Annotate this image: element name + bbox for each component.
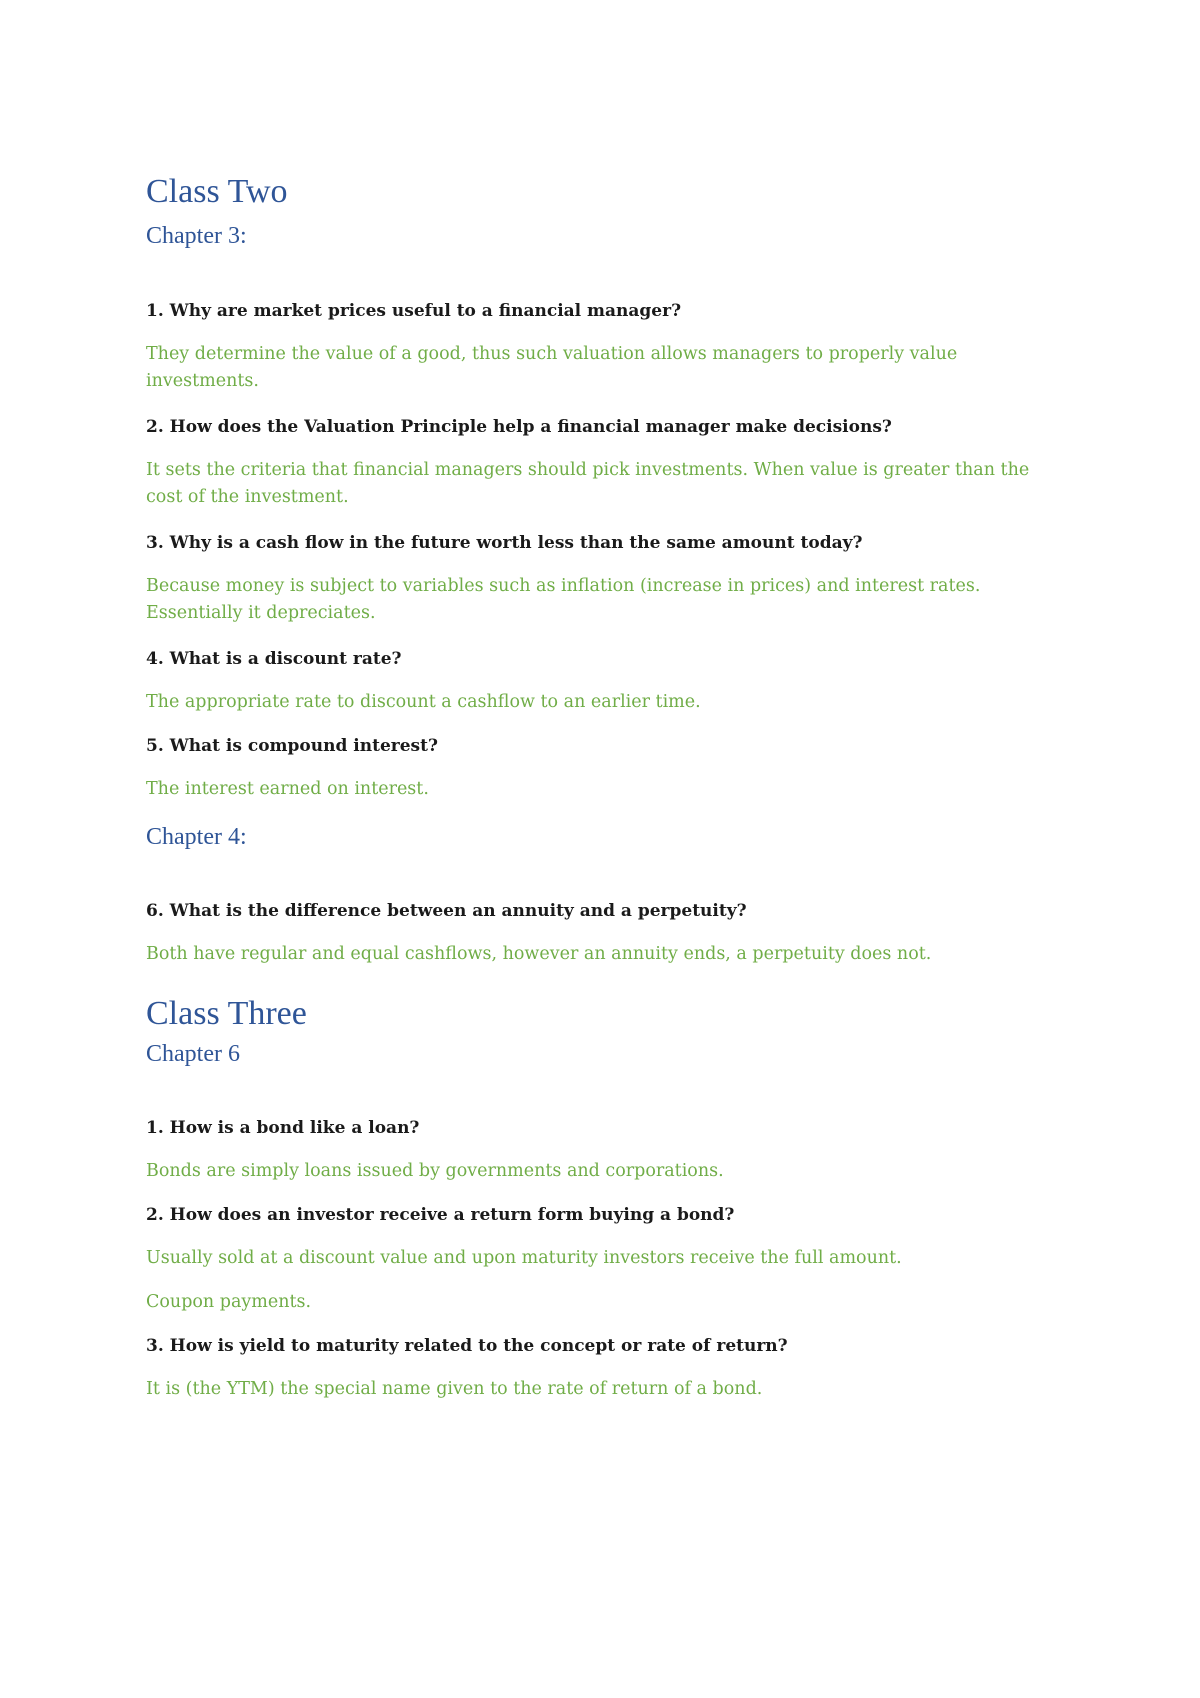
answer-text: The appropriate rate to discount a cashflow to an earlier time. <box>146 692 701 712</box>
question-item <box>146 733 1066 759</box>
answer-item <box>146 573 1066 627</box>
question-item <box>146 1333 1066 1359</box>
chapter-heading-4 <box>146 822 1066 852</box>
question-item <box>146 1115 1066 1141</box>
answer-text: It is (the YTM) the special name given to the rate of return of a bond. <box>146 1379 763 1399</box>
answer-item <box>146 1289 1066 1316</box>
answer-item <box>146 1245 1066 1272</box>
answer-text: The interest earned on interest. <box>146 779 429 799</box>
chapter-title: Chapter 4: <box>146 824 247 850</box>
section-heading-class-three <box>146 994 1066 1034</box>
question-text: 4. What is a discount rate? <box>146 649 402 669</box>
answer-text: Bonds are simply loans issued by governments and corporations. <box>146 1161 724 1181</box>
question-item <box>146 646 1066 672</box>
question-item <box>146 1202 1066 1228</box>
question-text: 1. Why are market prices useful to a financial manager? <box>146 301 682 321</box>
question-text: 2. How does the Valuation Principle help a financial manager make decisions? <box>146 417 892 437</box>
question-text: 5. What is compound interest? <box>146 736 438 756</box>
question-item <box>146 298 1066 324</box>
answer-item <box>146 457 1066 511</box>
section-heading-class-two <box>146 172 1066 212</box>
question-text: 6. What is the difference between an annuity and a perpetuity? <box>146 901 747 921</box>
answer-text: They determine the value of a good, thus such valuation allows managers to properly value investments. <box>146 344 958 391</box>
question-item <box>146 530 1066 556</box>
answer-item <box>146 341 976 395</box>
question-item <box>146 414 1066 440</box>
answer-item <box>146 776 1066 803</box>
question-text: 3. Why is a cash flow in the future worth less than the same amount today? <box>146 533 863 553</box>
answer-text: Because money is subject to variables such as inflation (increase in prices) and interest rates. Essentially it depreciates. <box>146 576 981 623</box>
section-title: Class Three <box>146 995 307 1032</box>
chapter-title: Chapter 6 <box>146 1041 240 1067</box>
chapter-heading-6 <box>146 1039 1066 1069</box>
question-text: 2. How does an investor receive a return form buying a bond? <box>146 1205 735 1225</box>
section-title: Class Two <box>146 173 288 210</box>
question-text: 3. How is yield to maturity related to the concept or rate of return? <box>146 1336 788 1356</box>
question-item <box>146 898 1066 924</box>
answer-item <box>146 1158 1066 1185</box>
question-text: 1. How is a bond like a loan? <box>146 1118 420 1138</box>
answer-text: Both have regular and equal cashflows, however an annuity ends, a perpetuity does not. <box>146 944 932 964</box>
answer-text: It sets the criteria that financial managers should pick investments. When value is greater than the cost of the investment. <box>146 460 1030 507</box>
answer-item <box>146 689 1066 716</box>
answer-text: Usually sold at a discount value and upon maturity investors receive the full amount. <box>146 1248 902 1268</box>
answer-item <box>146 941 1066 968</box>
answer-item <box>146 1376 1066 1403</box>
answer-text: Coupon payments. <box>146 1292 312 1312</box>
chapter-heading-3 <box>146 221 1066 251</box>
chapter-title: Chapter 3: <box>146 223 247 249</box>
